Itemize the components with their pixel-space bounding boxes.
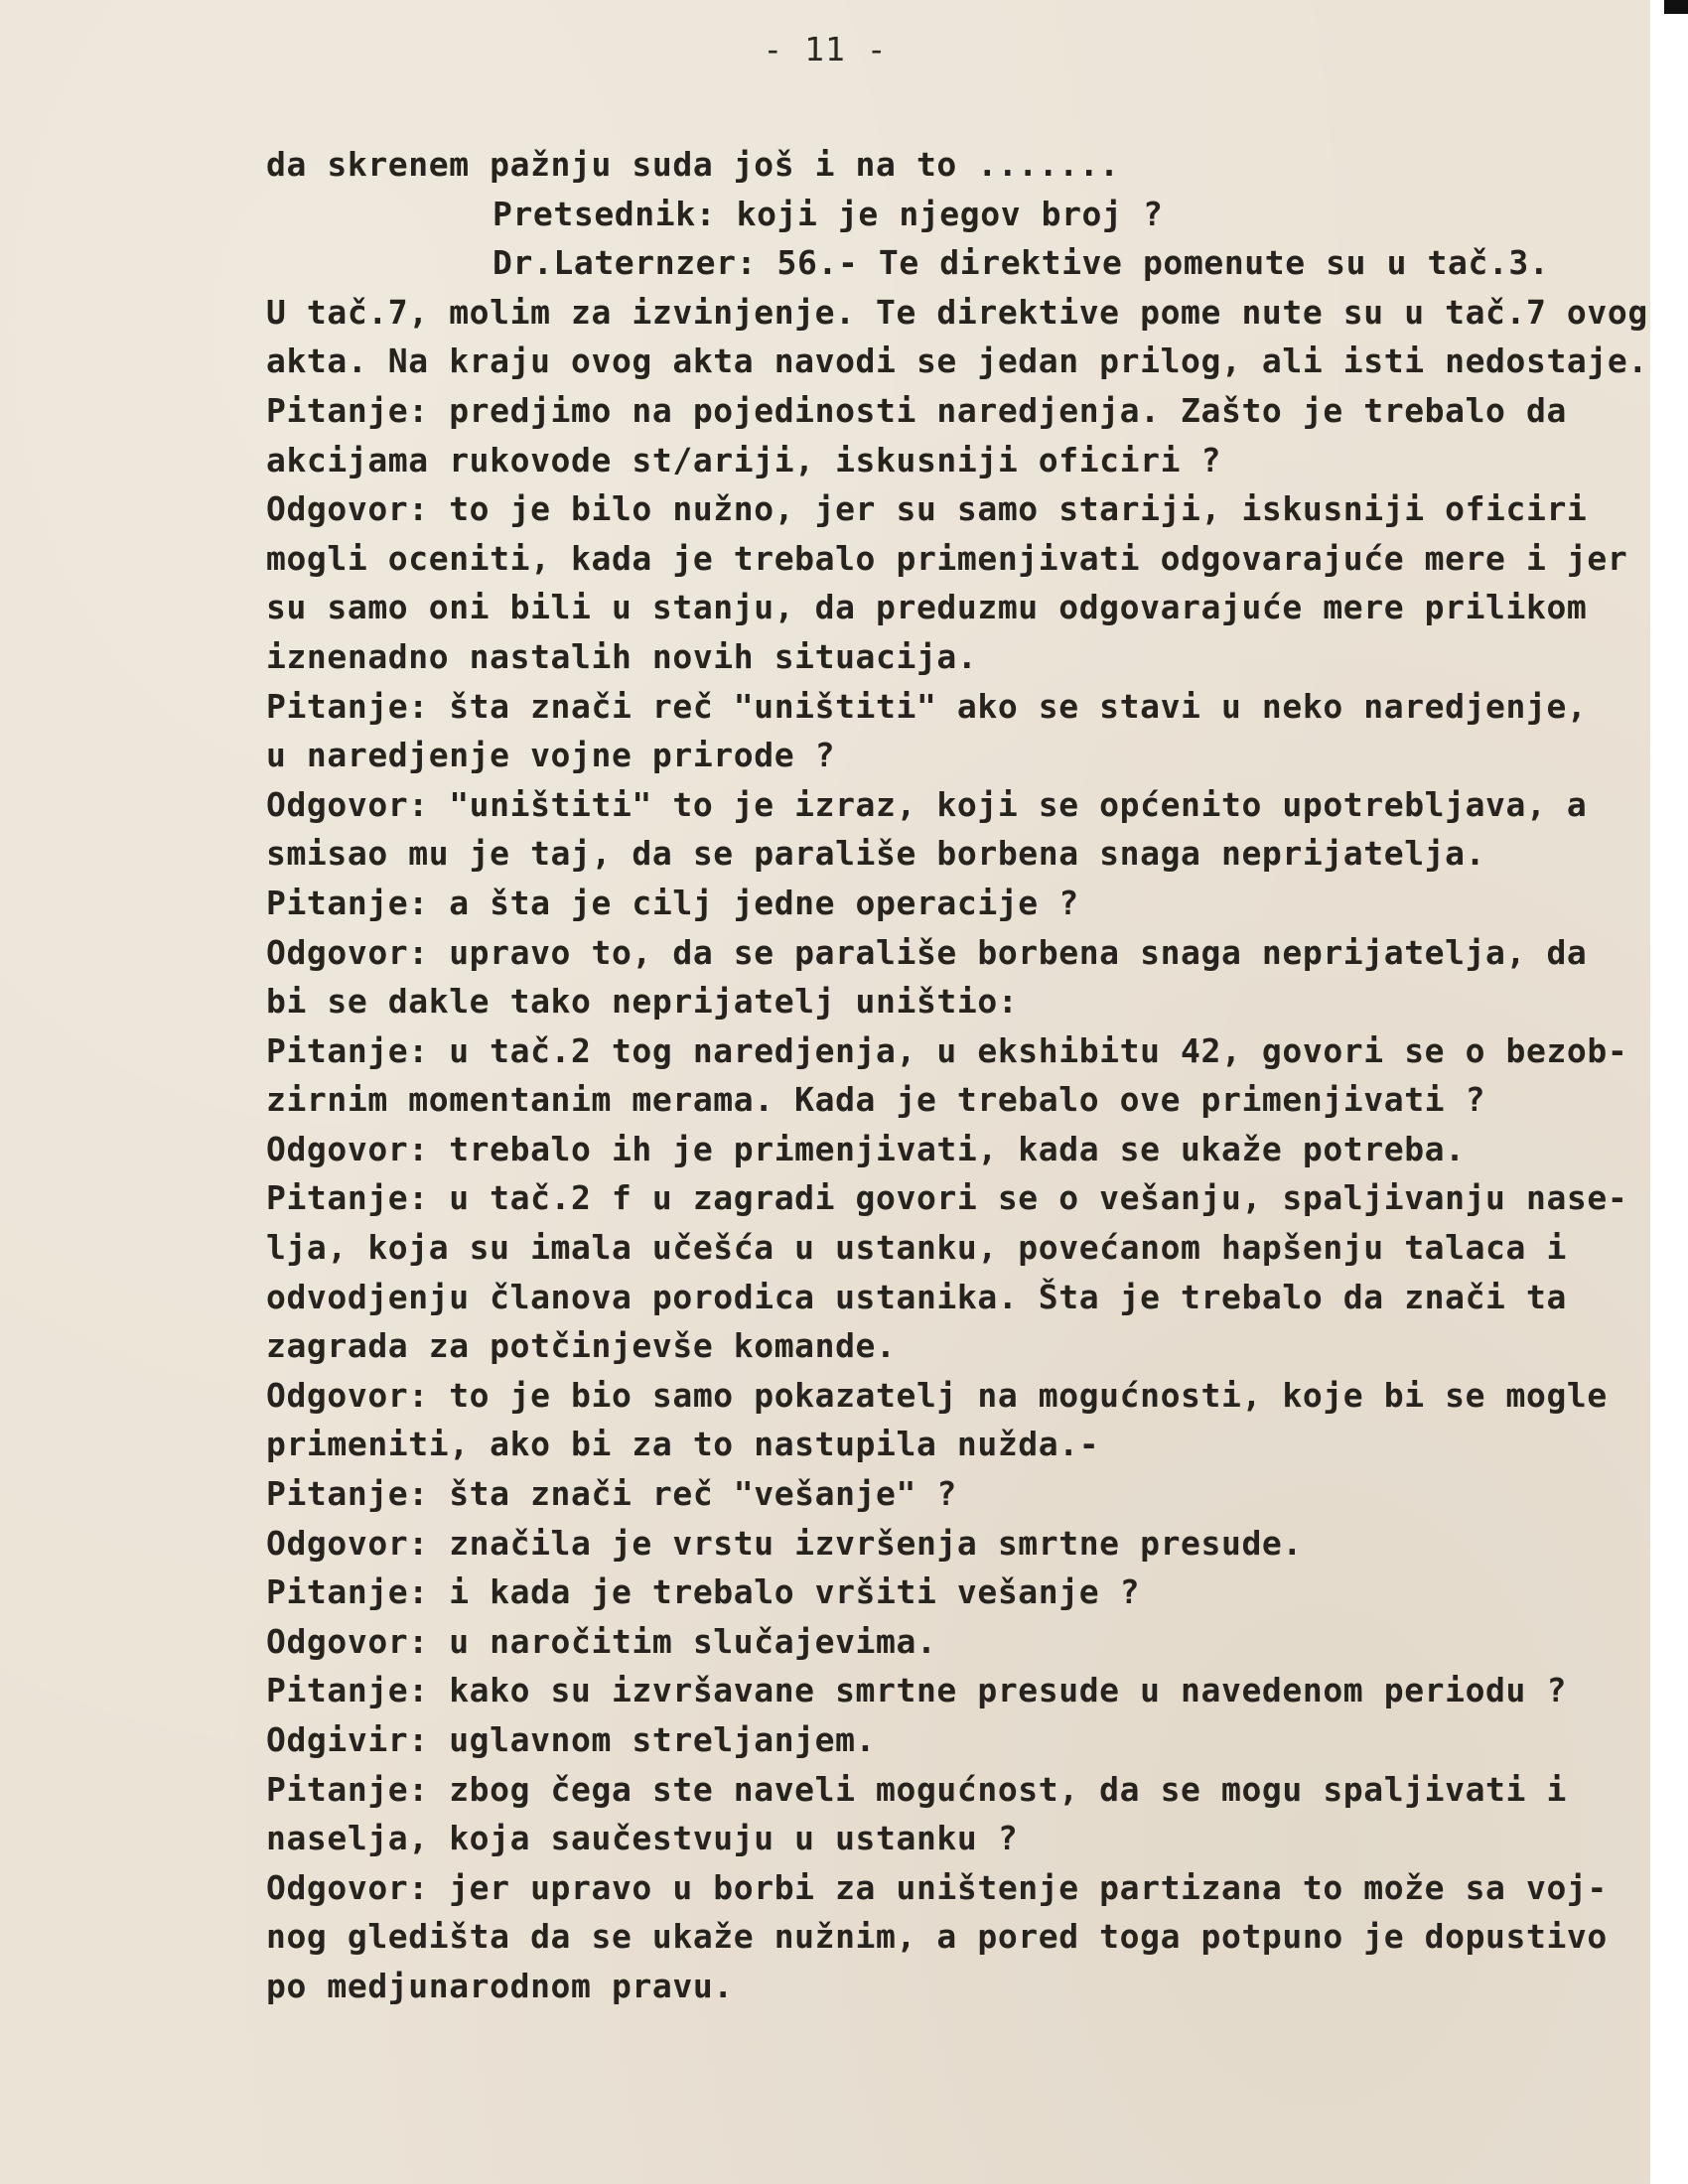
text-line: bi se dakle tako neprijatelj uništio:: [266, 982, 1019, 1022]
text-line: u naredjenje vojne prirode ?: [266, 736, 836, 775]
text-line: zagrada za potčinjevše komande.: [266, 1326, 897, 1366]
scan-margin: [1650, 0, 1688, 2184]
text-line: nog gledišta da se ukaže nužnim, a pored toga potpuno je dopustivo: [266, 1917, 1608, 1957]
text-line: Odgovor: to je bio samo pokazatelj na mogućnosti, koje bi se mogle: [266, 1375, 1608, 1415]
text-line: Odgovor: upravo to, da se parališe borbena snaga neprijatelja, da: [266, 932, 1588, 972]
text-line: Pitanje: šta znači reč "vešanje" ?: [266, 1474, 957, 1514]
text-line: primeniti, ako bi za to nastupila nužda.-: [266, 1425, 1100, 1464]
text-line: Odgovor: trebalo ih je primenjivati, kada se ukaže potreba.: [266, 1129, 1466, 1168]
text-line: Pitanje: predjimo na pojedinosti naredjenja. Zašto je trebalo da: [266, 390, 1567, 430]
text-line: Pretsednik: koji je njegov broj ?: [492, 194, 1164, 233]
text-line: odvodjenju članova porodica ustanika. Šta je trebalo da znači ta: [266, 1277, 1567, 1316]
text-line: Pitanje: u tač.2 tog naredjenja, u ekshibitu 42, govori se o bezob-: [266, 1030, 1628, 1070]
text-line: lja, koja su imala učešća u ustanku, povećanom hapšenju talaca i: [266, 1228, 1567, 1268]
text-line: zirnim momentanim merama. Kada je trebalo ove primenjivati ?: [266, 1080, 1486, 1120]
text-line: Odgovor: jer upravo u borbi za uništenje partizana to može sa voj-: [266, 1867, 1608, 1907]
text-line: Odgovor: značila je vrstu izvršenja smrtne presude.: [266, 1523, 1303, 1563]
text-line: Pitanje: a šta je cilj jedne operacije ?: [266, 883, 1079, 922]
text-line: su samo oni bili u stanju, da preduzmu odgovarajuće mere prilikom: [266, 588, 1588, 627]
text-line: Odgovor: u naročitim slučajevima.: [266, 1621, 937, 1661]
text-line: da skrenem pažnju suda još i na to .......: [266, 145, 1120, 184]
text-line: naselja, koja saučestvuju u ustanku ?: [266, 1819, 1019, 1858]
text-line: Odgivir: uglavnom streljanjem.: [266, 1720, 877, 1759]
text-line: Pitanje: u tač.2 f u zagradi govori se o vešanju, spaljivanju nase-: [266, 1178, 1628, 1218]
scan-edge-mark: [1664, 0, 1688, 14]
text-line: akcijama rukovode st/ariji, iskusniji oficiri ?: [266, 440, 1221, 479]
transcript-body: [266, 140, 1648, 2011]
text-line: U tač.7, molim za izvinjenje. Te direktive pome nute su u tač.7 ovog: [266, 292, 1648, 332]
text-line: Odgovor: to je bilo nužno, jer su samo stariji, iskusniji oficiri: [266, 489, 1588, 529]
text-line: po medjunarodnom pravu.: [266, 1966, 734, 2005]
text-line: Dr.Laternzer: 56.- Te direktive pomenute su u tač.3.: [492, 243, 1550, 283]
page-number: - 11 -: [763, 30, 888, 68]
text-line: akta. Na kraju ovog akta navodi se jedan prilog, ali isti nedostaje.: [266, 341, 1648, 381]
text-line: mogli oceniti, kada je trebalo primenjivati odgovarajuće mere i jer: [266, 538, 1628, 578]
text-line: Pitanje: i kada je trebalo vršiti vešanje ?: [266, 1572, 1141, 1612]
text-line: Odgovor: "uništiti" to je izraz, koji se općenito upotrebljava, a: [266, 784, 1588, 824]
text-line: Pitanje: kako su izvršavane smrtne presude u navedenom periodu ?: [266, 1671, 1567, 1710]
text-line: Pitanje: zbog čega ste naveli mogućnost, da se mogu spaljivati i: [266, 1769, 1567, 1809]
text-line: iznenadno nastalih novih situacija.: [266, 636, 978, 676]
text-line: Pitanje: šta znači reč "uništiti" ako se stavi u neko naredjenje,: [266, 686, 1588, 726]
text-line: smisao mu je taj, da se parališe borbena snaga neprijatelja.: [266, 834, 1486, 874]
